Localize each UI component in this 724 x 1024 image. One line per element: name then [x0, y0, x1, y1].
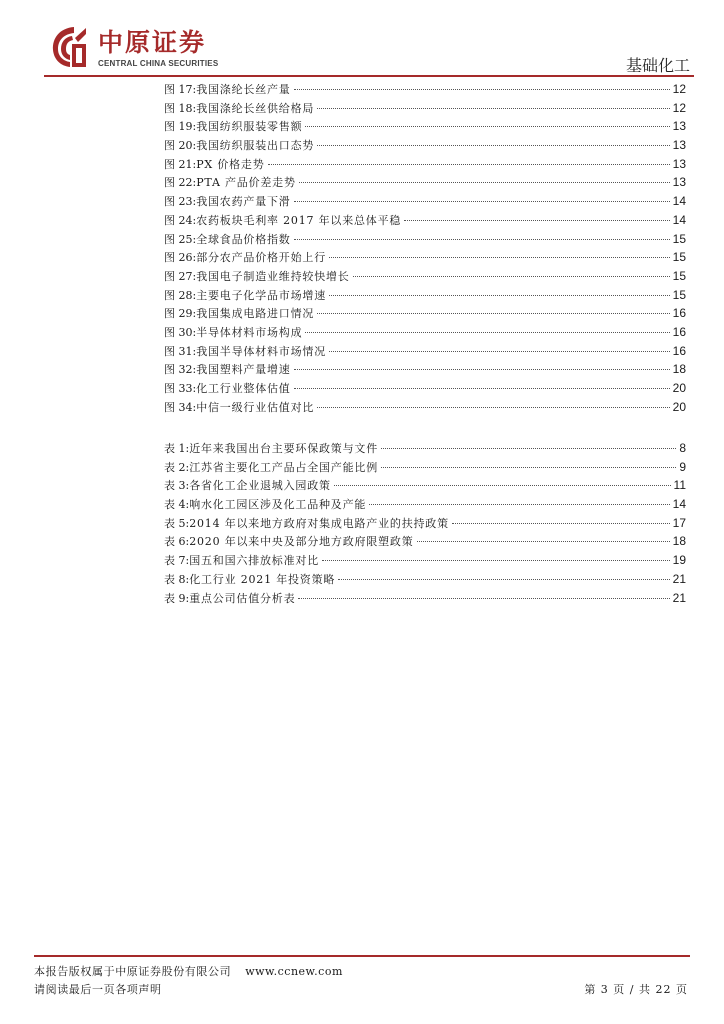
table-entry-page: 21	[672, 590, 686, 605]
dot-leader	[298, 597, 669, 599]
dot-leader	[317, 144, 669, 146]
figure-entry-title: 我国塑料产量增速	[196, 363, 291, 377]
dot-leader	[317, 406, 669, 408]
figure-entry[interactable]	[164, 267, 686, 286]
page-number: 第 3 页 / 共 22 页	[584, 983, 688, 996]
table-entry-title: 2020 年以来中央及部分地方政府限塑政策	[189, 535, 414, 549]
figure-entry-page: 12	[672, 100, 686, 115]
table-entry[interactable]	[164, 589, 686, 608]
figure-entry-title: 我国涤纶长丝供给格局	[196, 101, 315, 115]
dot-leader	[305, 331, 669, 333]
figure-entry-label: 图 24:	[164, 213, 197, 227]
dot-leader	[338, 578, 669, 580]
dot-leader	[322, 559, 670, 561]
figure-entry-label: 图 20:	[164, 139, 197, 153]
central-china-securities-logo-icon	[48, 24, 92, 68]
figure-entry[interactable]	[164, 248, 686, 267]
dot-leader	[452, 522, 670, 524]
figure-entry-page: 16	[672, 343, 686, 358]
page-header	[44, 22, 694, 78]
table-entry-label: 表 7:	[164, 554, 190, 568]
dot-leader	[329, 256, 670, 258]
dot-leader	[317, 107, 669, 109]
table-entry-title: 响水化工园区涉及化工品种及产能	[189, 498, 367, 512]
logo-chinese-name: 中原证券	[98, 28, 207, 57]
figure-entry-label: 图 23:	[164, 195, 197, 209]
disclaimer-notice: 请阅读最后一页各项声明	[34, 983, 162, 996]
figure-entry-label: 图 18:	[164, 101, 197, 115]
figure-entry-label: 图 25:	[164, 232, 197, 246]
figure-entry-page: 13	[672, 119, 686, 134]
table-entry-page: 11	[673, 478, 686, 493]
figure-entry[interactable]	[164, 211, 686, 230]
figure-entry-page: 14	[672, 212, 686, 227]
table-entry-title: 化工行业 2021 年投资策略	[189, 572, 336, 586]
figure-entry-page: 15	[672, 250, 686, 265]
logo-english-name: CENTRAL CHINA SECURITIES	[98, 59, 219, 68]
table-list	[164, 439, 686, 607]
dot-leader	[329, 294, 670, 296]
table-entry[interactable]	[164, 570, 686, 589]
figure-entry-label: 图 29:	[164, 307, 197, 321]
dot-leader	[305, 125, 669, 127]
dot-leader	[268, 163, 670, 165]
copyright-notice: 本报告版权属于中原证券股份有限公司	[34, 965, 232, 978]
figure-entry-title: 半导体材料市场构成	[196, 325, 303, 339]
figure-entry-title: PX 价格走势	[196, 157, 265, 171]
figure-entry[interactable]	[164, 286, 686, 305]
table-entry-label: 表 9:	[164, 591, 190, 605]
figure-entry-label: 图 26:	[164, 251, 197, 265]
figure-entry-label: 图 21:	[164, 157, 197, 171]
header-divider	[44, 75, 694, 77]
dot-leader	[329, 350, 670, 352]
dot-leader	[404, 219, 669, 221]
figure-entry-page: 13	[672, 138, 686, 153]
figure-entry-page: 15	[672, 287, 686, 302]
figure-entry[interactable]	[164, 304, 686, 323]
figure-entry[interactable]	[164, 398, 686, 417]
figure-entry-page: 16	[672, 306, 686, 321]
figure-entry-page: 13	[672, 156, 686, 171]
table-entry[interactable]	[164, 551, 686, 570]
table-entry-label: 表 3:	[164, 479, 190, 493]
figure-entry-page: 12	[672, 82, 686, 96]
figure-entry-label: 图 30:	[164, 325, 197, 339]
figure-entry[interactable]	[164, 342, 686, 361]
figure-entry-page: 20	[672, 399, 686, 414]
figure-entry-title: 我国农药产量下滑	[196, 195, 291, 209]
table-entry-label: 表 2:	[164, 460, 190, 474]
figure-entry[interactable]	[164, 379, 686, 398]
figure-entry-title: 我国纺织服装出口态势	[196, 139, 315, 153]
figure-entry-label: 图 17:	[164, 83, 197, 96]
table-entry[interactable]	[164, 476, 686, 495]
dot-leader	[369, 503, 669, 505]
dot-leader	[317, 312, 669, 314]
figure-entry-page: 14	[672, 194, 686, 209]
table-entry-page: 9	[679, 459, 686, 474]
figure-entry-title: 全球食品价格指数	[196, 232, 291, 246]
table-entry-label: 表 6:	[164, 535, 190, 549]
figure-entry-label: 图 33:	[164, 382, 197, 395]
figure-entry-label: 图 32:	[164, 363, 197, 377]
figure-entry-page: 20	[672, 381, 686, 395]
figure-entry-page: 15	[672, 268, 686, 283]
dot-leader	[334, 484, 671, 486]
figure-entry[interactable]	[164, 230, 686, 249]
figure-entry[interactable]	[164, 192, 686, 211]
table-entry-title: 国五和国六排放标准对比	[189, 554, 320, 568]
figure-list	[164, 80, 686, 416]
figure-entry-title: 我国纺织服装零售额	[196, 120, 303, 134]
table-entry-label: 表 8:	[164, 572, 190, 586]
website-link[interactable]: www.ccnew.com	[245, 965, 343, 978]
figure-entry-title: 我国电子制造业维持较快增长	[196, 269, 350, 283]
figure-entry[interactable]	[164, 117, 686, 136]
table-entry[interactable]	[164, 495, 686, 514]
table-entry-page: 14	[672, 497, 686, 512]
table-entry-page: 8	[679, 441, 686, 455]
table-entry-label: 表 4:	[164, 498, 190, 512]
dot-leader	[294, 387, 670, 389]
table-entry-page: 21	[672, 571, 686, 586]
dot-leader	[294, 88, 670, 90]
report-category: 基础化工	[625, 56, 690, 75]
figure-entry-title: 部分农产品价格开始上行	[196, 251, 327, 265]
figure-entry-title: 化工行业整体估值	[196, 382, 291, 395]
table-entry-page: 17	[672, 515, 686, 530]
table-entry-page: 19	[672, 553, 686, 568]
figure-entry-title: PTA 产品价差走势	[196, 176, 296, 190]
figure-entry-title: 主要电子化学品市场增速	[196, 288, 327, 302]
dot-leader	[294, 200, 670, 202]
table-entry[interactable]	[164, 532, 686, 551]
figure-entry-page: 18	[672, 362, 686, 377]
figure-entry-label: 图 28:	[164, 288, 197, 302]
footer-divider	[34, 955, 690, 957]
figure-entry-title: 中信一级行业估值对比	[196, 400, 315, 414]
dot-leader	[294, 238, 670, 240]
figure-entry[interactable]	[164, 360, 686, 379]
table-entry-label: 表 5:	[164, 516, 190, 530]
figure-entry-title: 我国涤纶长丝产量	[196, 83, 291, 96]
table-entry[interactable]	[164, 514, 686, 533]
figure-entry[interactable]	[164, 80, 686, 99]
figure-entry-label: 图 27:	[164, 269, 197, 283]
dot-leader	[381, 447, 676, 449]
dot-leader	[381, 466, 676, 468]
figure-entry-title: 我国半导体材料市场情况	[196, 344, 327, 358]
figure-entry-label: 图 31:	[164, 344, 197, 358]
figure-entry-label: 图 19:	[164, 120, 197, 134]
figure-entry-label: 图 22:	[164, 176, 197, 190]
table-entry-title: 各省化工企业退城入园政策	[189, 479, 331, 493]
figure-entry-title: 农药板块毛利率 2017 年以来总体平稳	[196, 213, 402, 227]
figure-entry[interactable]	[164, 323, 686, 342]
dot-leader	[299, 181, 670, 183]
table-entry-page: 18	[672, 534, 686, 549]
figure-entry-page: 13	[672, 175, 686, 190]
figure-entry[interactable]	[164, 136, 686, 155]
table-entry-title: 2014 年以来地方政府对集成电路产业的扶持政策	[189, 516, 449, 530]
figure-entry-label: 图 34:	[164, 400, 197, 414]
table-entry-label: 表 1:	[164, 442, 190, 455]
footer-left	[34, 963, 343, 999]
dot-leader	[294, 368, 670, 370]
table-entry[interactable]	[164, 439, 686, 458]
table-entry-title: 江苏省主要化工产品占全国产能比例	[189, 460, 379, 474]
figure-entry-title: 我国集成电路进口情况	[196, 307, 315, 321]
figure-entry-page: 16	[672, 324, 686, 339]
dot-leader	[417, 540, 670, 542]
table-entry-title: 重点公司估值分析表	[189, 591, 296, 605]
footer-copyright-line	[34, 963, 343, 981]
figure-entry[interactable]	[164, 155, 686, 174]
dot-leader	[353, 275, 670, 277]
figure-entry[interactable]	[164, 99, 686, 118]
figure-entry-page: 15	[672, 231, 686, 246]
table-entry-title: 近年来我国出台主要环保政策与文件	[189, 442, 379, 455]
table-entry[interactable]	[164, 458, 686, 477]
figure-entry[interactable]	[164, 173, 686, 192]
